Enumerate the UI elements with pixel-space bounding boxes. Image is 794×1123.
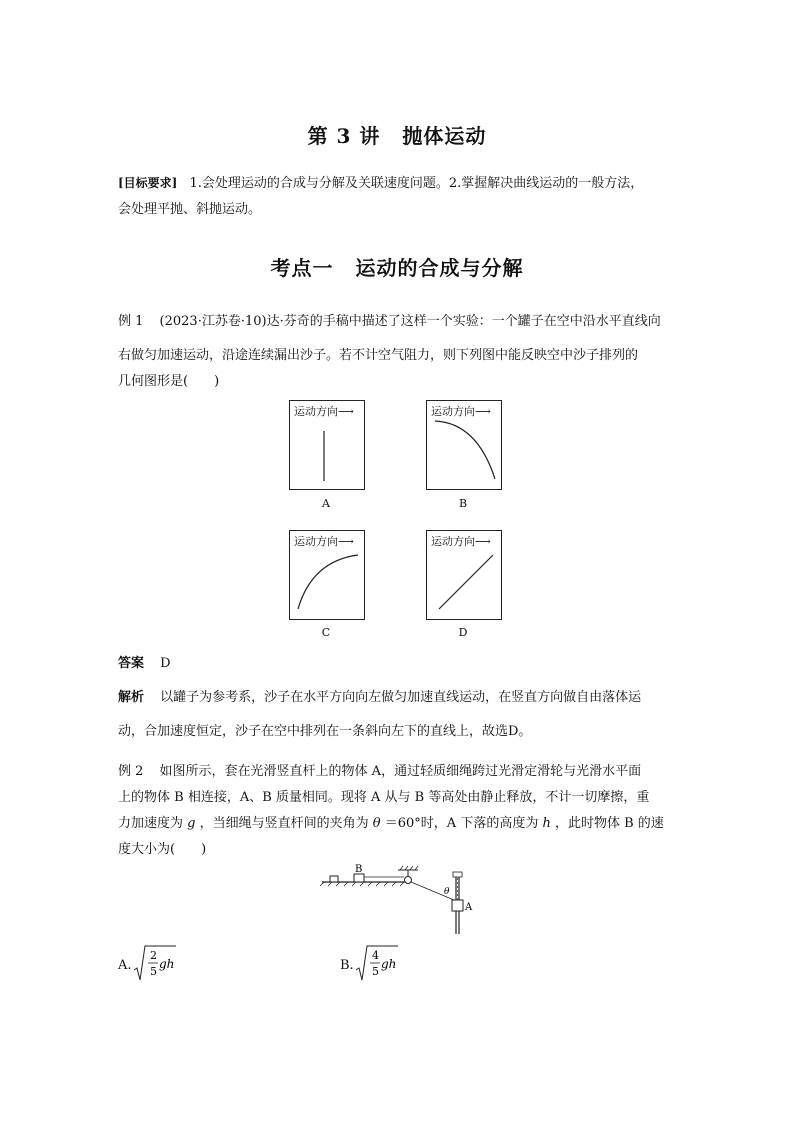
pulley-diagram bbox=[318, 862, 478, 938]
panel-c-curve bbox=[298, 555, 358, 609]
option-panel-c bbox=[289, 530, 365, 620]
example2-line-2: 上的物体 B 相连接，A、B 质量相同。现将 A 从与 B 等高处由静止释放，不计一切摩擦，重 bbox=[118, 790, 650, 805]
symbol-g: g bbox=[187, 816, 196, 831]
panel-d-straight-line bbox=[439, 555, 493, 609]
example2-line-3: 力加速度为 g ，当细绳与竖直杆间的夹角为 θ ＝60°时，A 下落的高度为 h ，此时物体 B 的速 bbox=[118, 816, 664, 831]
lecture-topic: 抛体运动 bbox=[402, 124, 487, 148]
option-b-gh: gh bbox=[381, 957, 397, 971]
option-b-denominator: 5 bbox=[372, 965, 379, 978]
goals-line-2: 会处理平抛、斜抛运动。 bbox=[118, 202, 262, 217]
example2-option-b bbox=[340, 944, 460, 984]
option-label-d: D bbox=[458, 626, 468, 639]
example2-text-1: 如图所示，套在光滑竖直杆上的物体 A，通过轻质细绳跨过光滑定滑轮与光滑水平面 bbox=[159, 764, 642, 779]
option-b-label: B. bbox=[340, 958, 354, 973]
option-a-gh: gh bbox=[159, 957, 175, 971]
answer-value: D bbox=[160, 656, 171, 671]
option-a-denominator: 5 bbox=[150, 965, 157, 978]
example2-option-a bbox=[118, 944, 238, 984]
goals-line-1 bbox=[118, 172, 643, 191]
option-b-sqrt bbox=[356, 944, 416, 984]
example2-figure bbox=[318, 862, 478, 938]
block-b-label: B bbox=[355, 864, 363, 875]
panel-b-figure bbox=[427, 401, 501, 489]
option-a-sqrt bbox=[134, 944, 194, 984]
example1-text-1: (2023·江苏卷·10)达·芬奇的手稿中描述了这样一个实验：一个罐子在空中沿水平直线向 bbox=[159, 314, 661, 329]
option-b-numerator: 4 bbox=[372, 949, 379, 962]
option-a-numerator: 2 bbox=[150, 949, 157, 962]
option-label-c: C bbox=[321, 626, 331, 639]
option-label-b: B bbox=[458, 497, 468, 510]
answer-label: 答案 bbox=[118, 656, 145, 671]
example2-line-1 bbox=[118, 760, 641, 779]
option-a-label: A. bbox=[118, 958, 132, 973]
example2-label: 例 2 bbox=[118, 764, 144, 779]
section-name: 运动的合成与分解 bbox=[355, 256, 524, 280]
panel-c-direction-label: 运动方向⟶ bbox=[294, 535, 354, 548]
answer-line bbox=[118, 652, 171, 671]
goals-tag: [目标要求] bbox=[118, 176, 178, 190]
panel-b-curve bbox=[435, 421, 495, 479]
example1-line-1 bbox=[118, 310, 661, 329]
left-small-block bbox=[330, 876, 338, 882]
example1-label: 例 1 bbox=[118, 314, 144, 329]
analysis-text-1: 以罐子为参考系，沙子在水平方向向左做匀加速直线运动，在竖直方向做自由落体运 bbox=[160, 690, 642, 705]
lecture-number: 第 3 讲 bbox=[307, 124, 381, 148]
option-panel-b bbox=[426, 400, 502, 490]
section-heading bbox=[0, 252, 794, 281]
option-label-a: A bbox=[322, 497, 330, 510]
option-panel-d bbox=[426, 530, 502, 620]
panel-d-figure bbox=[427, 531, 501, 619]
block-a bbox=[452, 900, 463, 911]
example1-line-3: 几何图形是( ) bbox=[118, 374, 220, 389]
example1-line-2: 右做匀加速运动，沿途连续漏出沙子。若不计空气阻力，则下列图中能反映空中沙子排列的 bbox=[118, 348, 639, 363]
panel-a-direction-label: 运动方向⟶ bbox=[294, 405, 354, 418]
option-panel-a bbox=[289, 400, 365, 490]
symbol-theta: θ bbox=[372, 816, 381, 831]
block-b bbox=[354, 874, 364, 882]
analysis-label: 解析 bbox=[118, 690, 145, 705]
symbol-h: h bbox=[542, 816, 551, 831]
panel-a-figure bbox=[290, 401, 364, 489]
panel-c-figure bbox=[290, 531, 364, 619]
section-label: 考点一 bbox=[270, 256, 334, 280]
theta-label: θ bbox=[444, 887, 450, 897]
analysis-line-1 bbox=[118, 686, 641, 705]
pulley bbox=[405, 877, 412, 884]
goals-text-1: 1.会处理运动的合成与分解及关联速度问题。2.掌握解决曲线运动的一般方法， bbox=[189, 176, 644, 191]
block-a-label: A bbox=[465, 902, 473, 913]
panel-d-direction-label: 运动方向⟶ bbox=[431, 535, 491, 548]
analysis-line-2: 动，合加速度恒定，沙子在空中排列在一条斜向左下的直线上，故选D。 bbox=[118, 724, 532, 739]
example2-line-4: 度大小为( ) bbox=[118, 842, 207, 857]
panel-b-direction-label: 运动方向⟶ bbox=[431, 405, 491, 418]
page-title bbox=[0, 120, 794, 149]
